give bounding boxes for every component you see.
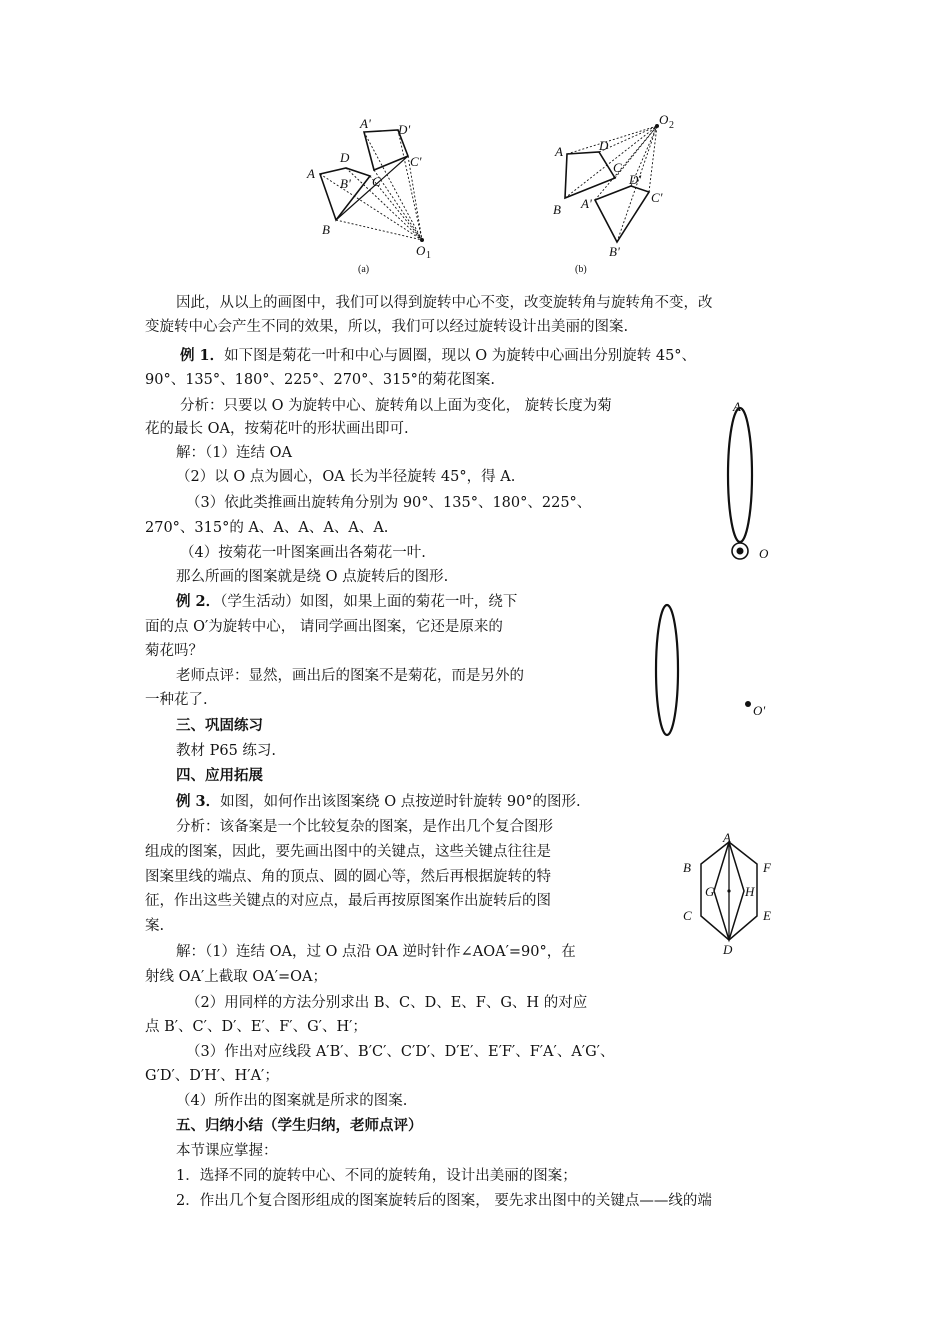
hex-label-b: B bbox=[683, 860, 691, 875]
example-1 bbox=[180, 346, 696, 366]
example-3-text: 如图，如何作出该图案绕 O 点按逆时针旋转 90°的图形. bbox=[220, 794, 581, 810]
label-b: B bbox=[322, 222, 330, 237]
label-o1: O bbox=[416, 243, 426, 258]
leaf-label-a: A bbox=[733, 399, 741, 414]
label-c: C bbox=[372, 174, 381, 189]
label-c1: C' bbox=[410, 154, 422, 169]
solution-3-2b: 点 B′、C′、D′、E′、F′、G′、H′； bbox=[145, 1019, 367, 1035]
example-3 bbox=[176, 792, 581, 812]
label-o1-sub: 1 bbox=[426, 250, 431, 261]
label-c1: C' bbox=[651, 190, 663, 205]
example-2-text: （学生活动）如图，如果上面的菊花一叶，绕下 bbox=[220, 594, 518, 610]
analysis-3: 分析：该备案是一个比较复杂的图案，是作出几个复合图形 bbox=[176, 819, 553, 835]
analysis-3c: 图案里线的端点、角的顶点、圆的圆心等，然后再根据旋转的特 bbox=[145, 869, 551, 885]
solution-3-4: （4）所作出的图案就是所求的图案. bbox=[176, 1093, 408, 1109]
hex-label-d: D bbox=[723, 942, 733, 957]
label-b: B bbox=[553, 202, 561, 217]
solution-3-3b: G′D′、D′H′、H′A′； bbox=[145, 1068, 279, 1084]
summary-2: 2．作出几个复合图形组成的图案旋转后的图案， 要先求出图中的关键点——线的端 bbox=[176, 1193, 712, 1209]
label-d1: D' bbox=[398, 122, 411, 137]
example-1b: 90°、135°、180°、225°、270°、315°的菊花图案. bbox=[145, 372, 495, 388]
label-o2: O bbox=[659, 112, 669, 127]
analysis-1b: 花的最长 OA，按菊花叶的形状画出即可. bbox=[145, 421, 409, 437]
leaf2-label-o-prime: O' bbox=[753, 703, 766, 718]
label-d: D bbox=[340, 150, 350, 165]
heading-4: 四、应用拓展 bbox=[176, 767, 263, 784]
analysis-1: 分析：只要以 O 为旋转中心、旋转角以上面为变化， 旋转长度为菊 bbox=[180, 398, 612, 414]
solution-3-1: 解：（1）连结 OA，过 O 点沿 OA 逆时针作∠AOA′=90°，在 bbox=[176, 944, 576, 960]
hex-label-h: H bbox=[745, 884, 755, 899]
analysis-3d: 征，作出这些关键点的对应点，最后再按原图案作出旋转后的图 bbox=[145, 893, 551, 909]
figure-b bbox=[545, 110, 695, 280]
example-2b: 面的点 O′为旋转中心， 请同学画出图案，它还是原来的 bbox=[145, 619, 503, 635]
example-2c: 菊花吗？ bbox=[145, 643, 203, 659]
label-b1: B' bbox=[340, 176, 351, 191]
example-1-label: 例 1． bbox=[180, 347, 225, 364]
solution-3-2: （2）用同样的方法分别求出 B、C、D、E、F、G、H 的对应 bbox=[186, 995, 588, 1011]
solution-3b: 270°、315°的 A、A、A、A、A、A. bbox=[145, 520, 389, 536]
hex-label-c: C bbox=[683, 908, 692, 923]
label-o2-sub: 2 bbox=[669, 120, 674, 131]
example-2-label: 例 2． bbox=[176, 593, 221, 610]
solution-3-3: （3）作出对应线段 A′B′、B′C′、C′D′、D′E′、E′F′、F′A′、A′G′、 bbox=[186, 1044, 615, 1060]
label-b1: B' bbox=[609, 244, 620, 259]
figure-a bbox=[300, 110, 450, 280]
hex-label-e: E bbox=[763, 908, 771, 923]
analysis-3b: 组成的图案，因此，要先画出图中的关键点，这些关键点往往是 bbox=[145, 844, 551, 860]
solution-3-1b: 射线 OA′上截取 OA′=OA； bbox=[145, 969, 328, 985]
solution-1: 解：（1）连结 OA bbox=[176, 445, 292, 461]
summary-intro: 本节课应掌握： bbox=[176, 1143, 278, 1159]
hex-label-a: A bbox=[723, 830, 731, 845]
heading-3: 三、巩固练习 bbox=[176, 717, 263, 734]
example-1-text: 如下图是菊花一叶和中心与圆圈，现以 O 为旋转中心画出分别旋转 45°、 bbox=[224, 348, 697, 364]
leaf2-figure bbox=[645, 598, 785, 743]
leaf-label-o: O bbox=[759, 546, 769, 561]
label-d: D bbox=[599, 138, 609, 153]
solution-4: （4）按菊花一叶图案画出各菊花一叶. bbox=[180, 545, 426, 561]
quadrilateral-abcd bbox=[565, 152, 615, 198]
label-d1: D' bbox=[629, 172, 642, 187]
practice: 教材 P65 练习. bbox=[176, 743, 277, 759]
label-a1: A' bbox=[360, 116, 371, 131]
hexagon-figure bbox=[675, 830, 785, 960]
hex-label-g: G bbox=[705, 884, 715, 899]
label-a: A bbox=[307, 166, 315, 181]
caption-b: (b) bbox=[575, 264, 587, 275]
analysis-3e: 案. bbox=[145, 918, 165, 934]
solution-2: （2）以 O 点为圆心，OA 长为半径旋转 45°，得 A. bbox=[176, 469, 516, 485]
teacher-comment-b: 一种花了. bbox=[145, 692, 208, 708]
para-1: 因此，从以上的画图中，我们可以得到旋转中心不变，改变旋转角与旋转角不变，改 bbox=[176, 295, 713, 311]
para-1b: 变旋转中心会产生不同的效果，所以，我们可以经过旋转设计出美丽的图案. bbox=[145, 319, 629, 335]
solution-3: （3）依此类推画出旋转角分别为 90°、135°、180°、225°、 bbox=[186, 495, 592, 511]
quadrilateral-a1b1c1d1 bbox=[595, 186, 649, 242]
example-3-label: 例 3． bbox=[176, 793, 221, 810]
heading-5: 五、归纳小结（学生归纳，老师点评） bbox=[176, 1117, 423, 1134]
solution-5: 那么所画的图案就是绕 O 点旋转后的图形. bbox=[176, 569, 449, 585]
hex-label-f: F bbox=[763, 860, 771, 875]
leaf-figure bbox=[715, 395, 785, 570]
label-a: A bbox=[555, 144, 563, 159]
label-a1: A' bbox=[581, 196, 592, 211]
example-2 bbox=[176, 592, 517, 612]
label-c: C bbox=[613, 160, 622, 175]
summary-1: 1．选择不同的旋转中心、不同的旋转角，设计出美丽的图案； bbox=[176, 1168, 577, 1184]
teacher-comment: 老师点评：显然，画出后的图案不是菊花，而是另外的 bbox=[176, 668, 524, 684]
caption-a: (a) bbox=[358, 264, 370, 275]
